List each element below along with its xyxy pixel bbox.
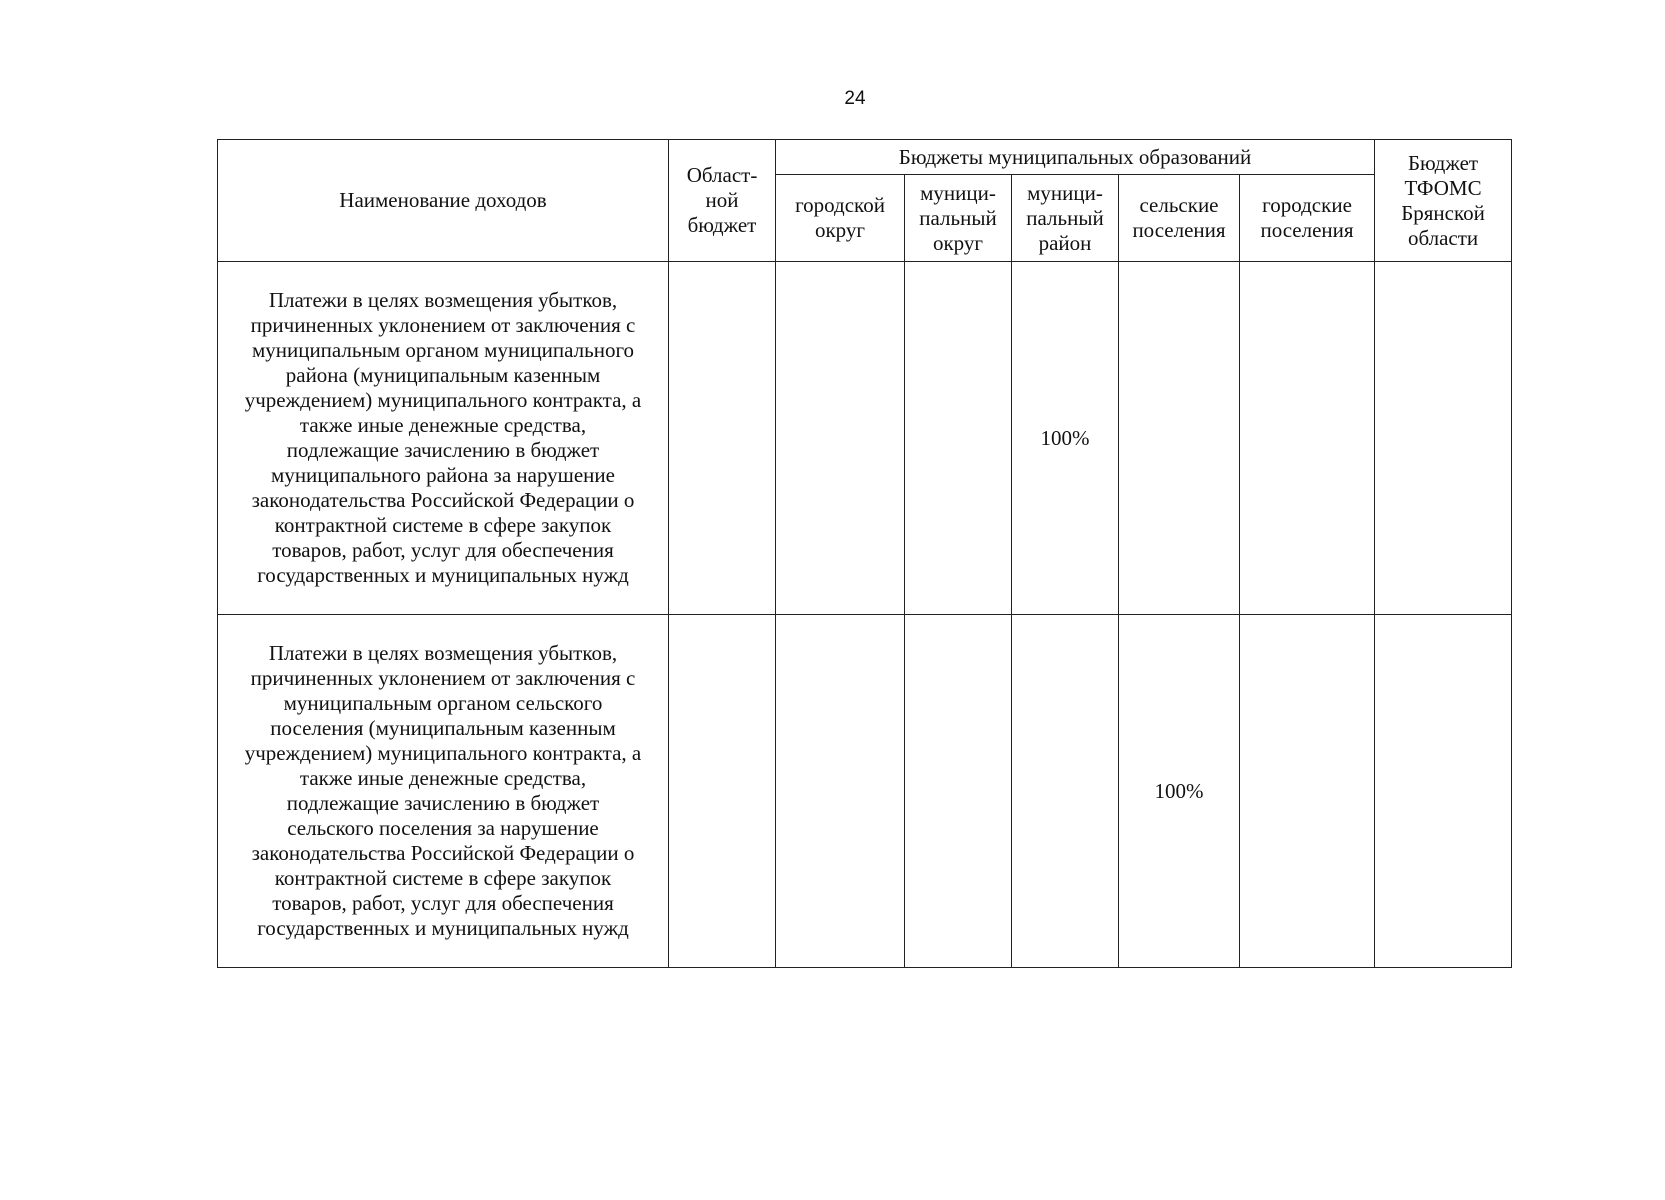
- tfoms-budget-cell: [1375, 262, 1512, 615]
- revenue-name-cell: Платежи в целях возмещения убытков, причиненных уклонением от заключения с муниципальным органом сельского поселения (муниципальным казенным учреждением) муниципального контракта, а также иные денежные средства, подлежащие зачислению в бюджет сельского поселения за нарушение законодательства Российской Федерации о контрактной системе в сфере закупок товаров, работ, услуг для обеспечения государственных и муниципальных нужд: [218, 615, 669, 968]
- rural-settlements-cell: 100%: [1119, 615, 1240, 968]
- header-regional-budget: Област- ной бюджет: [669, 140, 776, 262]
- table-row: [218, 615, 1512, 968]
- municipal-okrug-cell: [905, 262, 1012, 615]
- header-municipal-okrug: муници- пальный округ: [905, 175, 1012, 262]
- municipal-rayon-cell: 100%: [1012, 262, 1119, 615]
- regional-budget-cell: [669, 262, 776, 615]
- header-city-district: городской округ: [776, 175, 905, 262]
- header-municipal-budgets: Бюджеты муниципальных образований: [776, 140, 1375, 175]
- urban-settlements-cell: [1240, 262, 1375, 615]
- header-tfoms-budget: Бюджет ТФОМС Брянской области: [1375, 140, 1512, 262]
- table-row: [218, 262, 1512, 615]
- header-rural-settlements: сельские поселения: [1119, 175, 1240, 262]
- rural-settlements-cell: [1119, 262, 1240, 615]
- city-district-cell: [776, 615, 905, 968]
- regional-budget-cell: [669, 615, 776, 968]
- urban-settlements-cell: [1240, 615, 1375, 968]
- header-urban-settlements: городские поселения: [1240, 175, 1375, 262]
- municipal-rayon-cell: [1012, 615, 1119, 968]
- revenue-distribution-table: [217, 139, 1512, 968]
- municipal-okrug-cell: [905, 615, 1012, 968]
- header-municipal-rayon: муници- пальный район: [1012, 175, 1119, 262]
- tfoms-budget-cell: [1375, 615, 1512, 968]
- page-number: 24: [844, 88, 866, 109]
- city-district-cell: [776, 262, 905, 615]
- header-revenue-name: Наименование доходов: [218, 140, 669, 262]
- revenue-name-cell: Платежи в целях возмещения убытков, причиненных уклонением от заключения с муниципальным органом муниципального района (муниципальным казенным учреждением) муниципального контракта, а также иные денежные средства, подлежащие зачислению в бюджет муниципального района за нарушение законодательства Российской Федерации о контрактной системе в сфере закупок товаров, работ, услуг для обеспечения государственных и муниципальных нужд: [218, 262, 669, 615]
